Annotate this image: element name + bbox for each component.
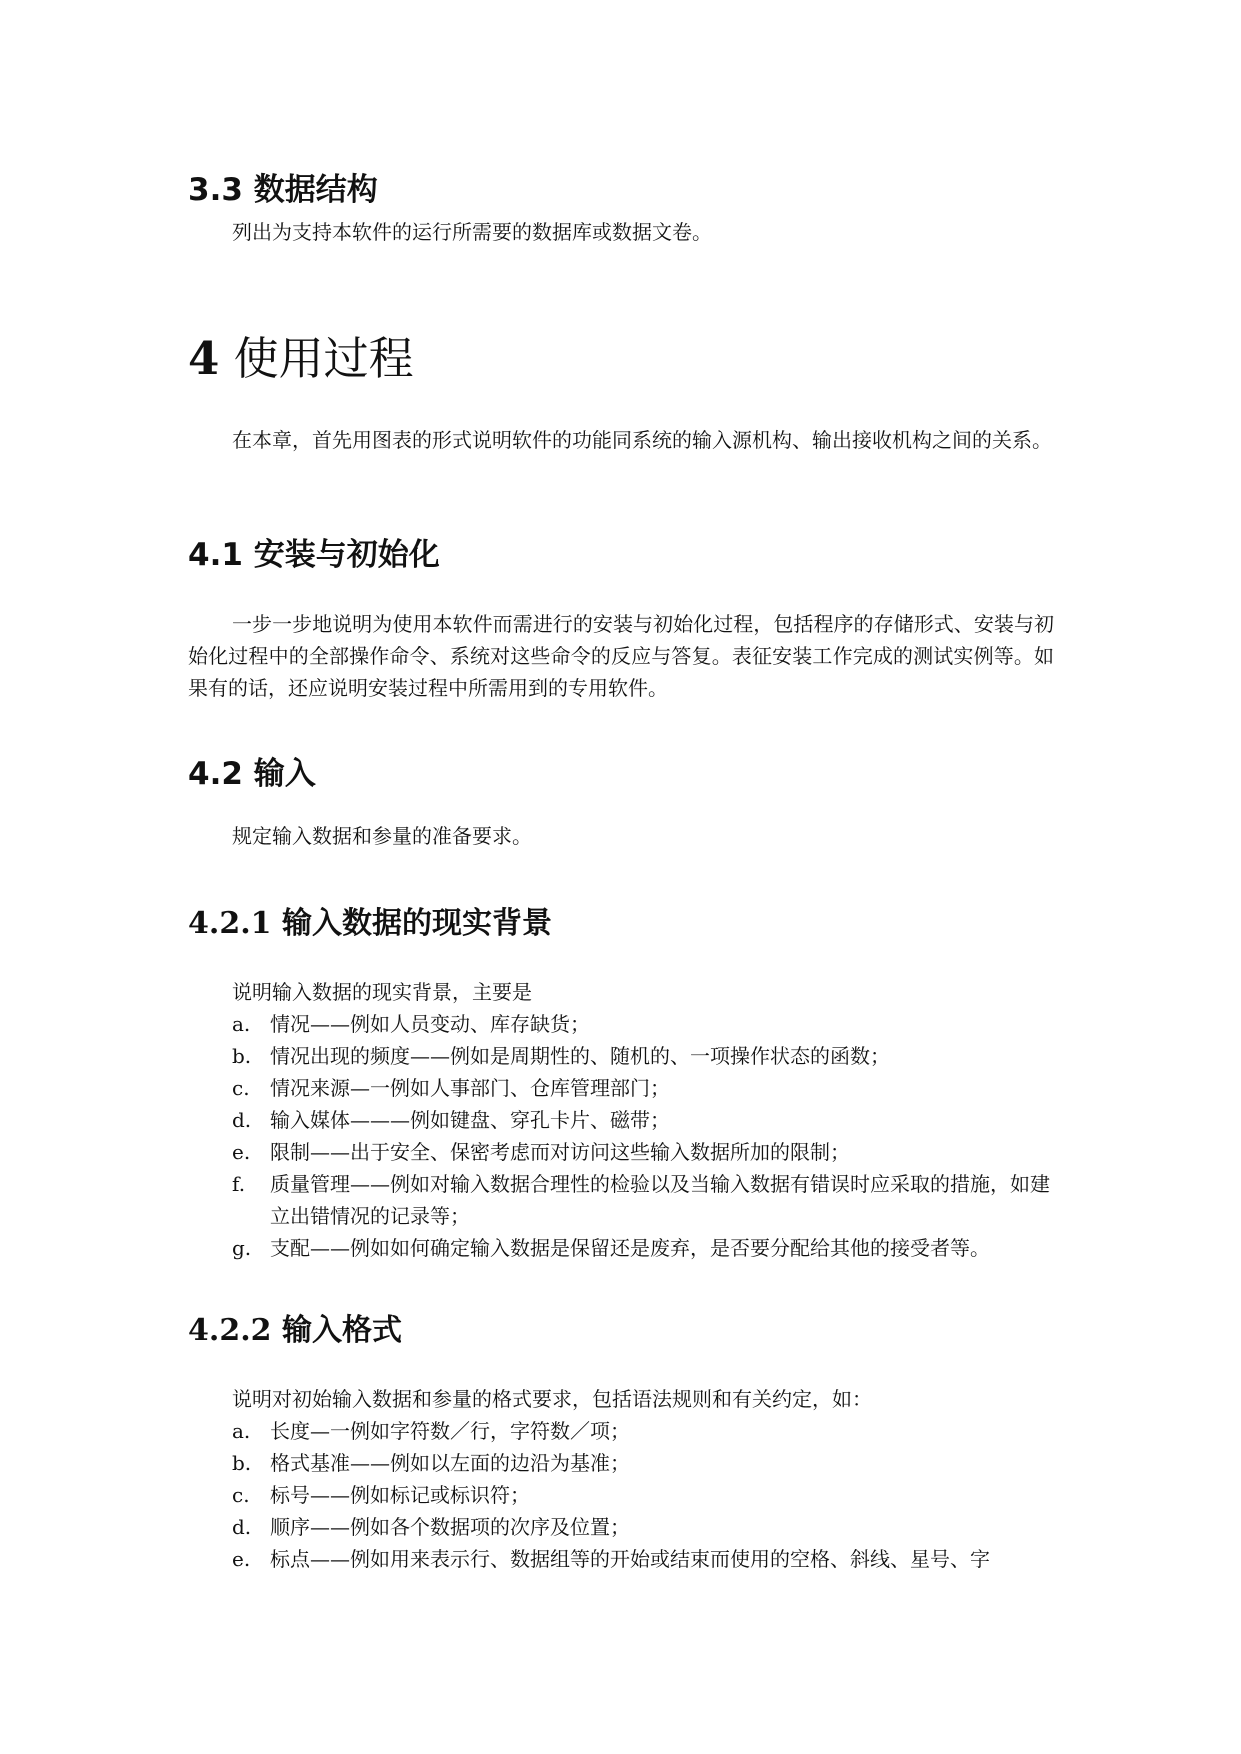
list-item-letter: a. xyxy=(232,1419,251,1443)
list-item-letter: a. xyxy=(232,1012,251,1036)
paragraph-3-3: 列出为支持本软件的运行所需要的数据库或数据文卷。 xyxy=(232,220,712,244)
heading-4-2: 4.2 输入 xyxy=(188,756,316,792)
list-item-letter: e. xyxy=(232,1547,251,1571)
paragraph-4-2-2-lead: 说明对初始输入数据和参量的格式要求，包括语法规则和有关约定，如： xyxy=(232,1387,872,1411)
list-item xyxy=(232,1168,1054,1232)
heading-4-2-1: 4.2.1 输入数据的现实背景 xyxy=(188,906,552,941)
list-item-letter: b. xyxy=(232,1044,252,1068)
heading-4-1: 4.1 安装与初始化 xyxy=(188,537,440,573)
list-item-letter: d. xyxy=(232,1515,252,1539)
list-item-letter: b. xyxy=(232,1451,252,1475)
list-item-letter: c. xyxy=(232,1076,250,1100)
list-item xyxy=(232,1008,1054,1040)
list-4-2-2 xyxy=(232,1415,1054,1575)
list-item-text: 质量管理——例如对输入数据合理性的检验以及当输入数据有错误时应采取的措施，如建立出错情况的记录等； xyxy=(270,1172,1050,1228)
list-item-text: 限制——出于安全、保密考虑而对访问这些输入数据所加的限制； xyxy=(270,1140,850,1164)
list-item-text: 长度—一例如字符数／行，字符数／项； xyxy=(270,1419,630,1443)
list-item-letter: f. xyxy=(232,1172,246,1196)
heading-4-title: 使用过程 xyxy=(233,332,414,385)
list-item xyxy=(232,1072,1054,1104)
list-item-letter: e. xyxy=(232,1140,251,1164)
list-item-text: 顺序——例如各个数据项的次序及位置； xyxy=(270,1515,630,1539)
list-item-letter: c. xyxy=(232,1483,250,1507)
list-item-text: 标点——例如用来表示行、数据组等的开始或结束而使用的空格、斜线、星号、字 xyxy=(270,1547,990,1571)
list-item xyxy=(232,1511,1054,1543)
heading-4-2-2: 4.2.2 输入格式 xyxy=(188,1313,402,1348)
list-item-text: 情况来源—一例如人事部门、仓库管理部门； xyxy=(270,1076,670,1100)
list-item xyxy=(232,1136,1054,1168)
paragraph-4-1: 一步一步地说明为使用本软件而需进行的安装与初始化过程，包括程序的存储形式、安装与初始化过程中的全部操作命令、系统对这些命令的反应与答复。表征安装工作完成的测试实例等。如果有的话，还应说明安装过程中所需用到的专用软件。 xyxy=(188,612,1054,700)
list-item xyxy=(232,1232,1054,1264)
list-4-2-1 xyxy=(232,1008,1054,1264)
list-item-letter: g. xyxy=(232,1236,252,1260)
list-item-text: 格式基准——例如以左面的边沿为基准； xyxy=(270,1451,630,1475)
paragraph-4: 在本章，首先用图表的形式说明软件的功能同系统的输入源机构、输出接收机构之间的关系。 xyxy=(232,428,1052,452)
heading-4 xyxy=(188,322,414,387)
list-item xyxy=(232,1040,1054,1072)
list-item xyxy=(232,1479,1054,1511)
list-item xyxy=(232,1543,1054,1575)
heading-4-number: 4 xyxy=(188,332,220,385)
list-item-text: 支配——例如如何确定输入数据是保留还是废弃，是否要分配给其他的接受者等。 xyxy=(270,1236,990,1260)
list-item xyxy=(232,1415,1054,1447)
list-item-text: 输入媒体———例如键盘、穿孔卡片、磁带； xyxy=(270,1108,670,1132)
list-item-letter: d. xyxy=(232,1108,252,1132)
list-item xyxy=(232,1104,1054,1136)
list-item-text: 标号——例如标记或标识符； xyxy=(270,1483,530,1507)
heading-3-3: 3.3 数据结构 xyxy=(188,172,378,208)
list-item-text: 情况——例如人员变动、库存缺货； xyxy=(270,1012,590,1036)
list-item-text: 情况出现的频度——例如是周期性的、随机的、一项操作状态的函数； xyxy=(270,1044,890,1068)
paragraph-4-2: 规定输入数据和参量的准备要求。 xyxy=(232,824,532,848)
list-item xyxy=(232,1447,1054,1479)
paragraph-4-2-1-lead: 说明输入数据的现实背景，主要是 xyxy=(232,980,532,1004)
